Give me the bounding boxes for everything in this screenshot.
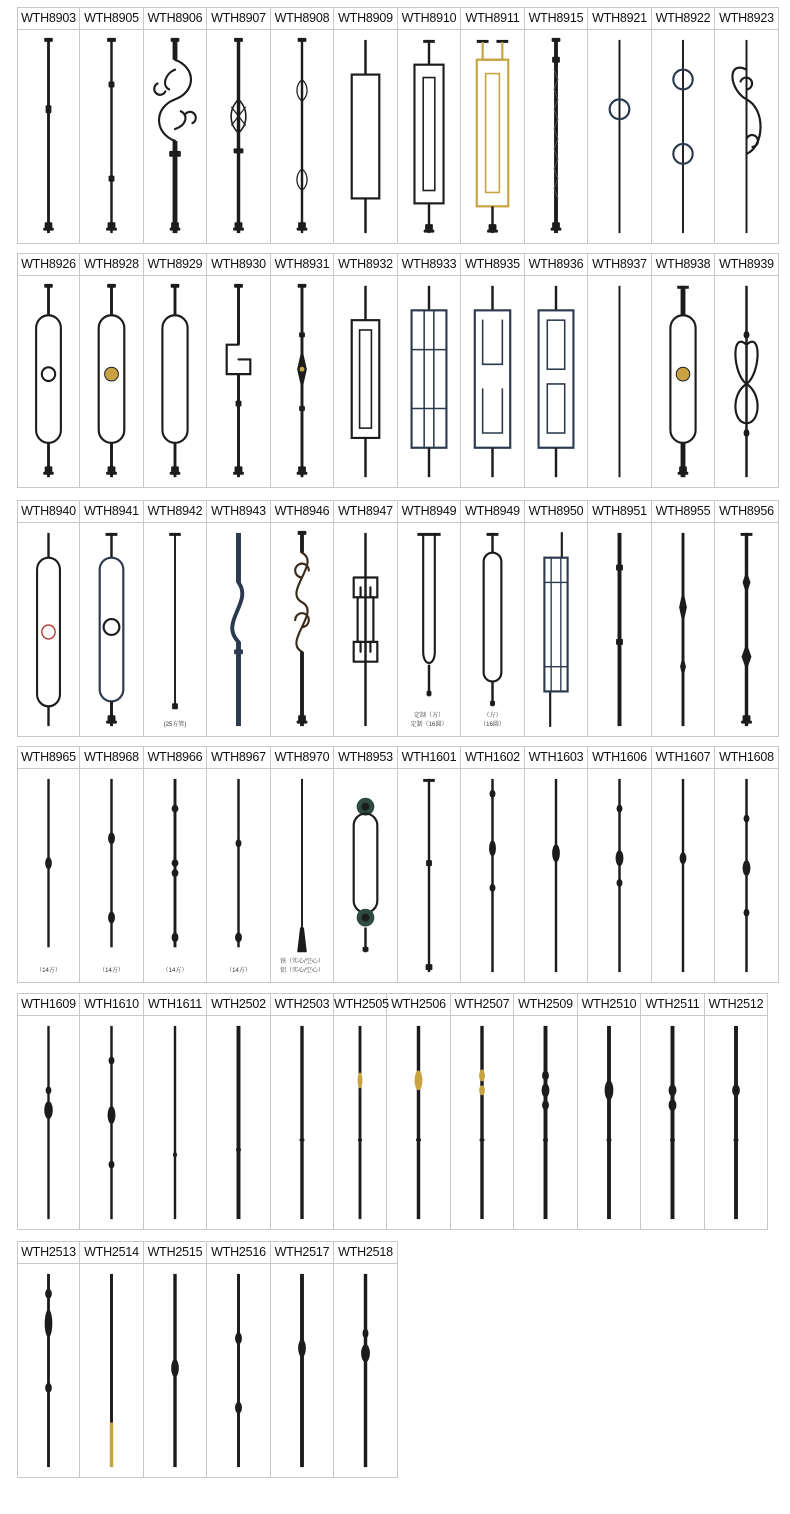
product-code: WTH1611 bbox=[144, 994, 206, 1016]
baluster-hollow-single-collar-icon bbox=[705, 1016, 767, 1229]
baluster-hollow-gold-foot-icon bbox=[80, 1264, 143, 1477]
baluster-greek-key-icon bbox=[334, 523, 397, 736]
baluster-hollow-bulb-icon bbox=[578, 1016, 640, 1229]
product-code: WTH8906 bbox=[144, 8, 206, 30]
catalog-row-2 bbox=[17, 253, 779, 488]
baluster-gold-fork-frame-icon bbox=[461, 30, 524, 243]
product-cell bbox=[334, 1241, 398, 1478]
product-code: WTH2512 bbox=[705, 994, 767, 1016]
product-code: WTH1603 bbox=[525, 747, 587, 769]
baluster-curved-wave-icon bbox=[207, 523, 270, 736]
product-cell bbox=[334, 993, 387, 1230]
product-spec-note: （16圆） bbox=[480, 722, 505, 728]
baluster-round-single-icon bbox=[652, 769, 714, 982]
baluster-rectangle-frame-icon bbox=[334, 30, 397, 243]
product-code: WTH8930 bbox=[207, 254, 270, 276]
baluster-plain-bar-icon bbox=[588, 276, 651, 487]
product-cell bbox=[17, 746, 80, 983]
product-code: WTH2511 bbox=[641, 994, 704, 1016]
baluster-double-ring-icon bbox=[652, 30, 714, 243]
product-code: WTH8903 bbox=[18, 8, 79, 30]
baluster-spear-collar-icon bbox=[715, 523, 778, 736]
product-cell bbox=[588, 746, 652, 983]
product-code: WTH1601 bbox=[398, 747, 460, 769]
baluster-plain-post-icon bbox=[144, 523, 206, 736]
product-code: WTH8936 bbox=[525, 254, 587, 276]
product-code: WTH8943 bbox=[207, 501, 270, 523]
product-cell bbox=[652, 7, 715, 244]
baluster-diamond-knuckle-icon bbox=[271, 276, 333, 487]
baluster-oval-frame-icon bbox=[144, 276, 206, 487]
product-cell bbox=[641, 993, 705, 1230]
baluster-s-scroll-icon bbox=[144, 30, 206, 243]
product-code: WTH8907 bbox=[207, 8, 270, 30]
product-cell bbox=[207, 253, 271, 488]
product-cell bbox=[207, 7, 271, 244]
catalog-row-6 bbox=[17, 1241, 398, 1478]
baluster-hollow-mid-knuckle-icon bbox=[271, 1264, 333, 1477]
product-spec-note: （14方） bbox=[36, 968, 61, 974]
product-cell bbox=[514, 993, 578, 1230]
baluster-tapered-foot-icon bbox=[271, 769, 333, 982]
product-cell bbox=[652, 253, 715, 488]
product-code: WTH8923 bbox=[715, 8, 778, 30]
baluster-twisted-icon bbox=[525, 30, 587, 243]
baluster-hollow-gold-twist-icon bbox=[451, 1016, 513, 1229]
product-cell bbox=[578, 993, 641, 1230]
product-cell bbox=[525, 7, 588, 244]
baluster-hollow-gold-knuckle-icon bbox=[334, 1016, 386, 1229]
product-spec-note: 定制（16圆） bbox=[410, 722, 448, 728]
product-cell bbox=[588, 500, 652, 737]
product-code: WTH8946 bbox=[271, 501, 333, 523]
product-cell bbox=[398, 7, 461, 244]
baluster-single-knuckle-icon bbox=[18, 769, 79, 982]
product-cell bbox=[334, 500, 398, 737]
product-code: WTH8911 bbox=[461, 8, 524, 30]
product-code: WTH2502 bbox=[207, 994, 270, 1016]
product-cell bbox=[17, 1241, 80, 1478]
product-code: WTH8968 bbox=[80, 747, 143, 769]
product-cell bbox=[80, 500, 144, 737]
product-cell bbox=[398, 746, 461, 983]
product-code: WTH1610 bbox=[80, 994, 143, 1016]
product-code: WTH8908 bbox=[271, 8, 333, 30]
product-cell bbox=[144, 253, 207, 488]
product-code: WTH2517 bbox=[271, 1242, 333, 1264]
baluster-oval-medallion-icon bbox=[80, 276, 143, 487]
product-spec-note: （14方） bbox=[99, 968, 124, 974]
baluster-hollow-two-knuckle-icon bbox=[207, 1264, 270, 1477]
product-code: WTH8947 bbox=[334, 501, 397, 523]
baluster-s-curl-icon bbox=[715, 30, 778, 243]
product-cell bbox=[80, 993, 144, 1230]
product-code: WTH8928 bbox=[80, 254, 143, 276]
baluster-double-collar-icon bbox=[80, 30, 143, 243]
product-code: WTH8931 bbox=[271, 254, 333, 276]
product-cell bbox=[387, 993, 451, 1230]
baluster-hollow-double-knuckle-icon bbox=[641, 1016, 704, 1229]
product-code: WTH8926 bbox=[18, 254, 79, 276]
baluster-round-double-icon bbox=[715, 769, 778, 982]
product-code: WTH8951 bbox=[588, 501, 651, 523]
product-code: WTH1607 bbox=[652, 747, 714, 769]
product-cell bbox=[715, 746, 779, 983]
baluster-round-bulb-icon bbox=[525, 769, 587, 982]
product-code: WTH8935 bbox=[461, 254, 524, 276]
product-spec-note: (25方管) bbox=[163, 722, 187, 728]
product-cell bbox=[271, 500, 334, 737]
product-cell bbox=[17, 253, 80, 488]
product-code: WTH2506 bbox=[387, 994, 450, 1016]
product-cell bbox=[334, 253, 398, 488]
product-spec-note: （方） bbox=[483, 713, 502, 719]
baluster-geometric-panel-twin-icon bbox=[525, 276, 587, 487]
baluster-long-oval-medallion-icon bbox=[80, 523, 143, 736]
baluster-triple-collar-icon bbox=[144, 769, 206, 982]
product-code: WTH8910 bbox=[398, 8, 460, 30]
product-cell bbox=[715, 253, 779, 488]
baluster-hollow-slim-icon bbox=[271, 1016, 333, 1229]
product-spec-note: 铝（实心/空心） bbox=[280, 968, 324, 974]
product-cell bbox=[715, 7, 779, 244]
baluster-hollow-center-knuckle-icon bbox=[334, 1264, 397, 1477]
baluster-heart-scroll-icon bbox=[715, 276, 778, 487]
product-code: WTH8905 bbox=[80, 8, 143, 30]
product-cell bbox=[334, 7, 398, 244]
product-code: WTH8932 bbox=[334, 254, 397, 276]
baluster-geometric-panel-icon bbox=[398, 276, 460, 487]
product-code: WTH2505 bbox=[334, 994, 386, 1016]
product-code: WTH8949 bbox=[461, 501, 524, 523]
baluster-offset-frame-icon bbox=[525, 523, 587, 736]
product-cell bbox=[461, 7, 525, 244]
product-cell bbox=[207, 746, 271, 983]
product-code: WTH1602 bbox=[461, 747, 524, 769]
baluster-double-rectangle-icon bbox=[398, 30, 460, 243]
product-cell bbox=[271, 746, 334, 983]
product-cell bbox=[144, 1241, 207, 1478]
baluster-hollow-low-knuckle-icon bbox=[144, 1264, 206, 1477]
product-cell bbox=[398, 500, 461, 737]
baluster-single-ring-icon bbox=[588, 30, 651, 243]
product-code: WTH8915 bbox=[525, 8, 587, 30]
product-cell bbox=[80, 1241, 144, 1478]
product-code: WTH8909 bbox=[334, 8, 397, 30]
baluster-two-knuckle-icon bbox=[80, 769, 143, 982]
baluster-round-bulb-center-icon bbox=[80, 1016, 143, 1229]
baluster-oval-ring-icon bbox=[18, 276, 79, 487]
product-code: WTH8956 bbox=[715, 501, 778, 523]
baluster-collar-pair-icon bbox=[207, 769, 270, 982]
product-code: WTH2518 bbox=[334, 1242, 397, 1264]
product-code: WTH8970 bbox=[271, 747, 333, 769]
product-code: WTH2510 bbox=[578, 994, 640, 1016]
product-cell bbox=[144, 746, 207, 983]
baluster-round-triple-icon bbox=[588, 769, 651, 982]
catalog-row-1 bbox=[17, 7, 779, 244]
product-code: WTH8953 bbox=[334, 747, 397, 769]
baluster-hollow-gold-bulb-icon bbox=[387, 1016, 450, 1229]
product-cell bbox=[588, 253, 652, 488]
baluster-long-oval-ring-icon bbox=[18, 523, 79, 736]
baluster-double-s-scroll-icon bbox=[271, 523, 333, 736]
product-cell bbox=[525, 746, 588, 983]
product-code: WTH2503 bbox=[271, 994, 333, 1016]
product-code: WTH8941 bbox=[80, 501, 143, 523]
baluster-nested-rectangle-icon bbox=[334, 276, 397, 487]
product-code: WTH8929 bbox=[144, 254, 206, 276]
product-cell bbox=[271, 1241, 334, 1478]
product-code: WTH2516 bbox=[207, 1242, 270, 1264]
product-cell bbox=[334, 746, 398, 983]
product-cell bbox=[525, 500, 588, 737]
product-cell bbox=[271, 253, 334, 488]
product-code: WTH8933 bbox=[398, 254, 460, 276]
product-cell bbox=[80, 253, 144, 488]
product-spec-note: 铁（实心/空心） bbox=[280, 959, 324, 965]
product-cell bbox=[80, 746, 144, 983]
baluster-round-knuckle-icon bbox=[461, 769, 524, 982]
product-code: WTH1608 bbox=[715, 747, 778, 769]
product-code: WTH2515 bbox=[144, 1242, 206, 1264]
product-cell bbox=[207, 500, 271, 737]
product-cell bbox=[144, 500, 207, 737]
product-code: WTH8966 bbox=[144, 747, 206, 769]
product-cell bbox=[271, 7, 334, 244]
catalog-row-3 bbox=[17, 500, 779, 737]
product-cell bbox=[207, 993, 271, 1230]
product-code: WTH8921 bbox=[588, 8, 651, 30]
catalog-row-5 bbox=[17, 993, 768, 1230]
product-cell bbox=[17, 500, 80, 737]
product-cell bbox=[525, 253, 588, 488]
product-cell bbox=[588, 7, 652, 244]
baluster-loop-icon bbox=[461, 523, 524, 736]
baluster-hollow-plain-icon bbox=[207, 1016, 270, 1229]
baluster-spear-knuckle-icon bbox=[652, 523, 714, 736]
product-code: WTH8939 bbox=[715, 254, 778, 276]
baluster-geometric-panel-alt-icon bbox=[461, 276, 524, 487]
baluster-oval-rosette-icon bbox=[334, 769, 397, 982]
product-cell bbox=[715, 500, 779, 737]
baluster-u-fork-icon bbox=[398, 523, 460, 736]
baluster-hollow-triple-knuckle-icon bbox=[514, 1016, 577, 1229]
product-code: WTH8949 bbox=[398, 501, 460, 523]
product-cell bbox=[398, 253, 461, 488]
catalog-row-4 bbox=[17, 746, 779, 983]
baluster-basket-icon bbox=[207, 30, 270, 243]
product-code: WTH2509 bbox=[514, 994, 577, 1016]
product-code: WTH8955 bbox=[652, 501, 714, 523]
baluster-twisted-double-basket-icon bbox=[271, 30, 333, 243]
product-cell bbox=[17, 7, 80, 244]
baluster-hollow-elongated-knuckle-icon bbox=[18, 1264, 79, 1477]
product-cell bbox=[144, 7, 207, 244]
baluster-round-collar-icon bbox=[398, 769, 460, 982]
product-cell bbox=[451, 993, 514, 1230]
product-spec-note: （14方） bbox=[226, 968, 251, 974]
product-cell bbox=[461, 746, 525, 983]
product-cell bbox=[144, 993, 207, 1230]
product-cell bbox=[461, 500, 525, 737]
product-code: WTH8965 bbox=[18, 747, 79, 769]
product-code: WTH2514 bbox=[80, 1242, 143, 1264]
product-cell bbox=[17, 993, 80, 1230]
product-code: WTH1606 bbox=[588, 747, 651, 769]
product-cell bbox=[461, 253, 525, 488]
product-code: WTH8922 bbox=[652, 8, 714, 30]
product-cell bbox=[207, 1241, 271, 1478]
product-cell bbox=[271, 993, 334, 1230]
baluster-zigzag-icon bbox=[207, 276, 270, 487]
product-code: WTH2513 bbox=[18, 1242, 79, 1264]
product-code: WTH1609 bbox=[18, 994, 79, 1016]
product-code: WTH8967 bbox=[207, 747, 270, 769]
product-code: WTH8950 bbox=[525, 501, 587, 523]
product-code: WTH8938 bbox=[652, 254, 714, 276]
baluster-plain-collar-icon bbox=[18, 30, 79, 243]
product-spec-note: （14方） bbox=[162, 968, 188, 974]
product-cell bbox=[652, 746, 715, 983]
product-code: WTH2507 bbox=[451, 994, 513, 1016]
product-code: WTH8940 bbox=[18, 501, 79, 523]
product-cell bbox=[705, 993, 768, 1230]
product-code: WTH8937 bbox=[588, 254, 651, 276]
product-code: WTH8942 bbox=[144, 501, 206, 523]
product-spec-note: 定制（方） bbox=[413, 713, 444, 719]
product-cell bbox=[652, 500, 715, 737]
baluster-round-plain-icon bbox=[144, 1016, 206, 1229]
baluster-oval-medallion-collar-icon bbox=[652, 276, 714, 487]
baluster-round-bulb-collar-icon bbox=[18, 1016, 79, 1229]
product-cell bbox=[80, 7, 144, 244]
baluster-collar-post-icon bbox=[588, 523, 651, 736]
